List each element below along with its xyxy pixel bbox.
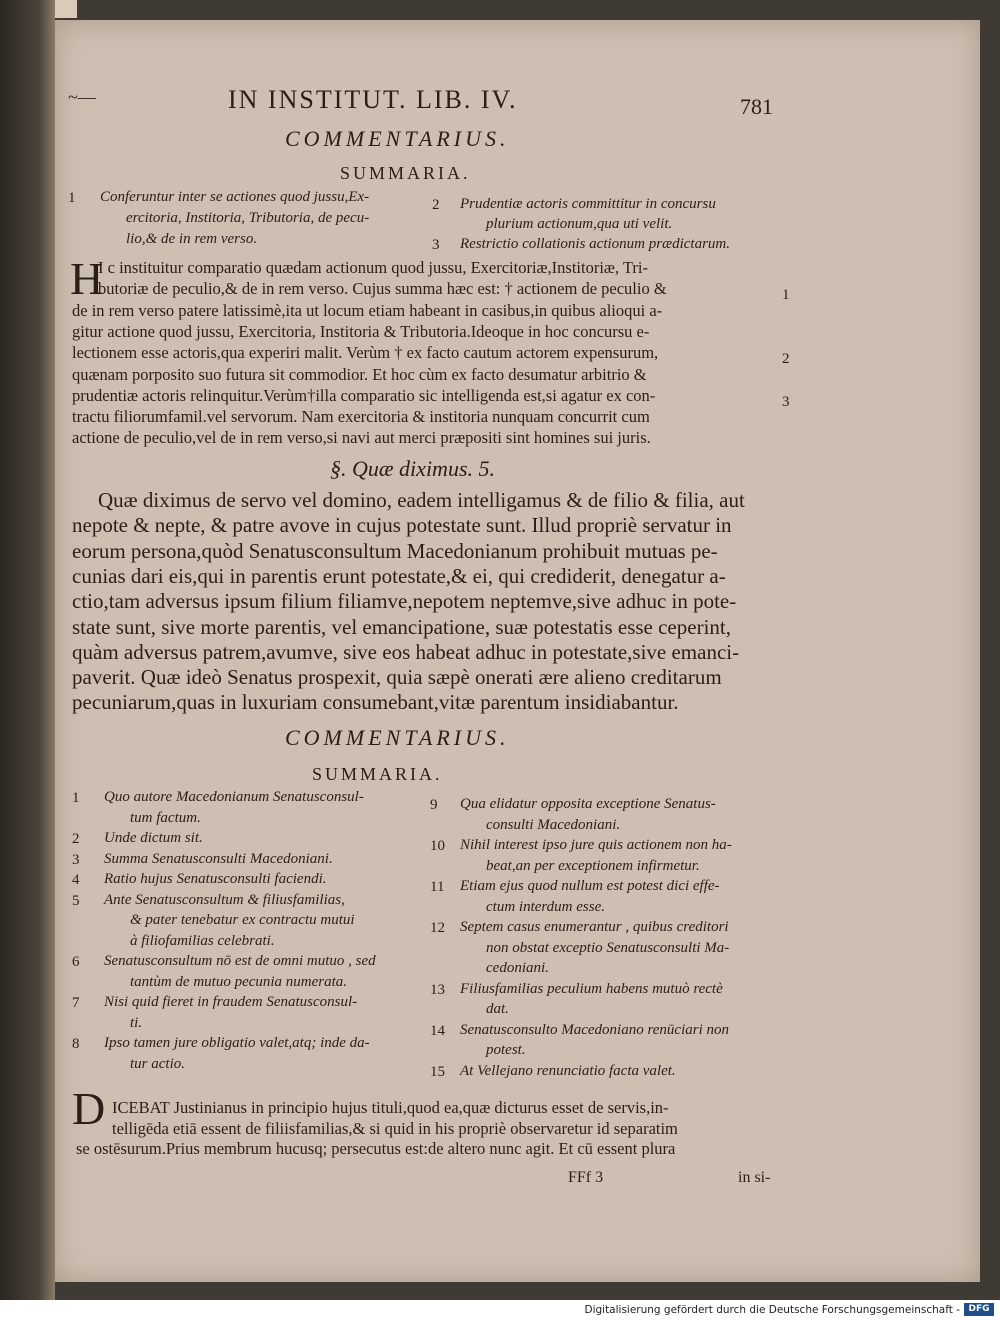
body-line: de in rem verso patere latissimè,ita ut locum etiam habeant in casibus,in quibus alioqui a- xyxy=(72,300,663,320)
footer-credit: Digitalisierung gefördert durch die Deutsche Forschungsgemeinschaft - xyxy=(584,1304,960,1316)
summary-item-line: ercitoria, Institoria, Tributoria, de pecu- xyxy=(126,210,370,226)
main-text-line: state sunt, sive morte parentis, vel emancipatione, suæ potestatis esse ceperint, xyxy=(72,614,731,639)
body-line: lectionem esse actoris,qua experiri malit. Verùm † ex facto cautum actorem expensurum, xyxy=(72,343,659,363)
folio-number: 781 xyxy=(740,94,773,119)
summary-item-line: tum factum. xyxy=(130,809,201,826)
summary-item-line: ti. xyxy=(130,1014,143,1031)
body-line: prudentiæ actoris relinquitur.Verùm†illa comparatio sic intelligenda est,si agatur ex con- xyxy=(72,385,656,405)
summary-item-line: Qua elidatur opposita exceptione Senatus- xyxy=(460,796,716,812)
summary-item-number: 14 xyxy=(430,1022,445,1039)
section-title: §. Quæ diximus. 5. xyxy=(330,456,495,481)
summary-item-line: Nisi quid fieret in fraudem Senatusconsul- xyxy=(104,994,358,1010)
summary-item-number: 8 xyxy=(72,1036,80,1052)
summary-item-line: Ratio hujus Senatusconsulti faciendi. xyxy=(104,871,327,887)
summary-item-line: non obstat exceptio Senatusconsulti Ma- xyxy=(486,939,730,956)
main-text-line: eorum persona,quòd Senatusconsultum Macedonianum prohibuit mutuas pe- xyxy=(72,538,718,563)
main-text-line: nepote & nepte, & patre avove in cujus potestate sunt. Illud propriè servatur in xyxy=(72,513,732,538)
summary-item-line: Septem casus enumerantur , quibus creditori xyxy=(460,919,729,935)
body-line: tractu filiorumfamil.vel servorum. Nam exercitoria & institoria nunquam concurrit cum xyxy=(72,407,650,427)
body-line: butoriæ de peculio,& de in rem verso. Cujus summa hæc est: † actionem de peculio & xyxy=(98,279,667,299)
main-text-line: Quæ diximus de servo vel domino, eadem intelligamus & de filio & filia, aut xyxy=(98,488,745,512)
summary-item-number: 12 xyxy=(430,920,445,936)
main-text-line: cunias dari eis,qui in parentis erunt potestate,& ei, qui crediderit, denegatur a- xyxy=(72,563,726,588)
summary-item-number: 10 xyxy=(430,838,445,854)
summary-item-line: Senatusconsulto Macedoniano renūciari non xyxy=(460,1021,729,1038)
summary-item-line: Unde dictum sit. xyxy=(104,830,203,846)
summary-item-number: 6 xyxy=(72,954,80,970)
summary-item-line: Restrictio collationis actionum prædictarum. xyxy=(460,236,730,252)
summary-item-line: beat,an per exceptionem infirmetur. xyxy=(486,857,700,874)
main-text-line: quàm adversus patrem,avumve, sive eos habeat adhuc in potestate,sive emanci- xyxy=(72,639,740,664)
summary-item-number: 3 xyxy=(432,237,440,253)
summary-item-number: 5 xyxy=(72,892,80,909)
body-line-2: telligēda etiā essent de filiisfamilias,& si quid in his propriè observaretur id separatim xyxy=(112,1118,678,1138)
running-title: IN INSTITUT. LIB. IV. xyxy=(228,85,518,114)
summary-item-line: Filiusfamilias peculium habens mutuò rectè xyxy=(460,980,723,997)
body-line: I c instituitur comparatio quædam actionum quod jussu, Exercitoriæ,Institoriæ, Tri- xyxy=(98,258,648,277)
main-text-line: pecuniarum,quas in luxuriam consumebant,vitæ parentum insidiabantur. xyxy=(72,690,679,715)
summary-item-line: At Vellejano renunciatio facta valet. xyxy=(460,1062,676,1079)
main-text-line: paverit. Quæ ideò Senatus prospexit, quia sæpè onerati ære alieno creditarum xyxy=(72,665,722,690)
summary-item-number: 1 xyxy=(72,790,80,806)
summary-item-line: ctum interdum esse. xyxy=(486,898,606,915)
summary-item-line: & pater tenebatur ex contractu mutui xyxy=(130,912,355,928)
summary-item-line: plurium actionum,qua uti velit. xyxy=(486,216,673,232)
drop-cap: H xyxy=(70,253,104,304)
summary-item-line: Etiam ejus quod nullum est potest dici effe- xyxy=(460,878,720,894)
summary-item-line: lio,& de in rem verso. xyxy=(126,231,258,247)
margin-number: 2 xyxy=(782,351,790,367)
summary-item-line: Senatusconsultum nō est de omni mutuo , sed xyxy=(104,953,376,969)
summary-item-line: Prudentiæ actoris committitur in concursu xyxy=(460,196,716,212)
summary-item-line: tur actio. xyxy=(130,1055,185,1072)
summary-item-line: potest. xyxy=(486,1042,526,1058)
margin-number: 3 xyxy=(782,394,790,410)
summary-item-number: 3 xyxy=(72,851,80,868)
summary-item-line: Nihil interest ipso jure quis actionem non ha- xyxy=(460,837,732,853)
commentarius-heading: COMMENTARIUS. xyxy=(285,126,510,151)
summary-item-number: 7 xyxy=(72,995,80,1011)
body-line: quænam porposito suo futura sit commodior. Et hoc cùm ex facto desumatur arbitrio & xyxy=(72,364,647,384)
summary-item-number: 4 xyxy=(72,872,80,888)
summary-item-number: 13 xyxy=(430,981,445,998)
margin-number: 1 xyxy=(782,287,790,303)
summary-item-number: 9 xyxy=(430,797,438,813)
body-line-2: se ostēsurum.Prius membrum hucusq; persecutus est:de altero nunc agit. Et cū essent plura xyxy=(76,1139,676,1158)
summary-item-line: Ante Senatusconsultum & filiusfamilias, xyxy=(104,891,345,908)
summary-item-line: Quo autore Macedonianum Senatusconsul- xyxy=(104,789,364,805)
summary-item-line: Conferuntur inter se actiones quod jussu,Ex- xyxy=(100,189,370,205)
summary-item-number: 11 xyxy=(430,879,445,895)
summary-item-number: 2 xyxy=(72,831,80,847)
dfg-logo: DFG xyxy=(964,1303,994,1316)
header-ornament: ~— xyxy=(68,87,96,107)
page-tab xyxy=(55,0,77,18)
summary-item-line: Summa Senatusconsulti Macedoniani. xyxy=(104,850,333,867)
book-edge xyxy=(0,0,55,1300)
summary-item-line: dat. xyxy=(486,1001,509,1017)
summary-item-line: tantùm de mutuo pecunia numerata. xyxy=(130,973,348,990)
summary-item-line: Ipso tamen jure obligatio valet,atq; inde da- xyxy=(104,1035,370,1051)
body-line: actione de peculio,vel de in rem verso,si navi aut merci præpositi sint homines sui juris. xyxy=(72,428,651,448)
summary-item-number: 2 xyxy=(432,197,440,213)
main-text-line: ctio,tam adversus ipsum filium filiamve,nepotem neptemve,sive adhuc in pote- xyxy=(72,589,737,614)
summary-item-number: 1 xyxy=(68,190,76,206)
signature-mark: FFf 3 xyxy=(568,1169,604,1186)
summary-item-number: 15 xyxy=(430,1063,445,1080)
summaria-heading-2: SUMMARIA. xyxy=(312,764,443,784)
catchword: in si- xyxy=(738,1169,771,1186)
summary-item-line: consulti Macedoniani. xyxy=(486,816,621,833)
drop-cap-2: D xyxy=(72,1083,106,1134)
summary-item-line: à filiofamilias celebrati. xyxy=(130,932,275,949)
summary-item-line: cedoniani. xyxy=(486,960,549,976)
body-line-2: ICEBAT Justinianus in principio hujus tituli,quod ea,quæ dicturus esset de servis,in- xyxy=(112,1098,669,1117)
commentarius-heading-2: COMMENTARIUS. xyxy=(285,725,510,750)
body-line: gitur actione quod jussu, Exercitoria, Institoria & Tributoria.Ideoque in hoc concursu e- xyxy=(72,321,650,341)
summaria-heading: SUMMARIA. xyxy=(340,163,471,183)
